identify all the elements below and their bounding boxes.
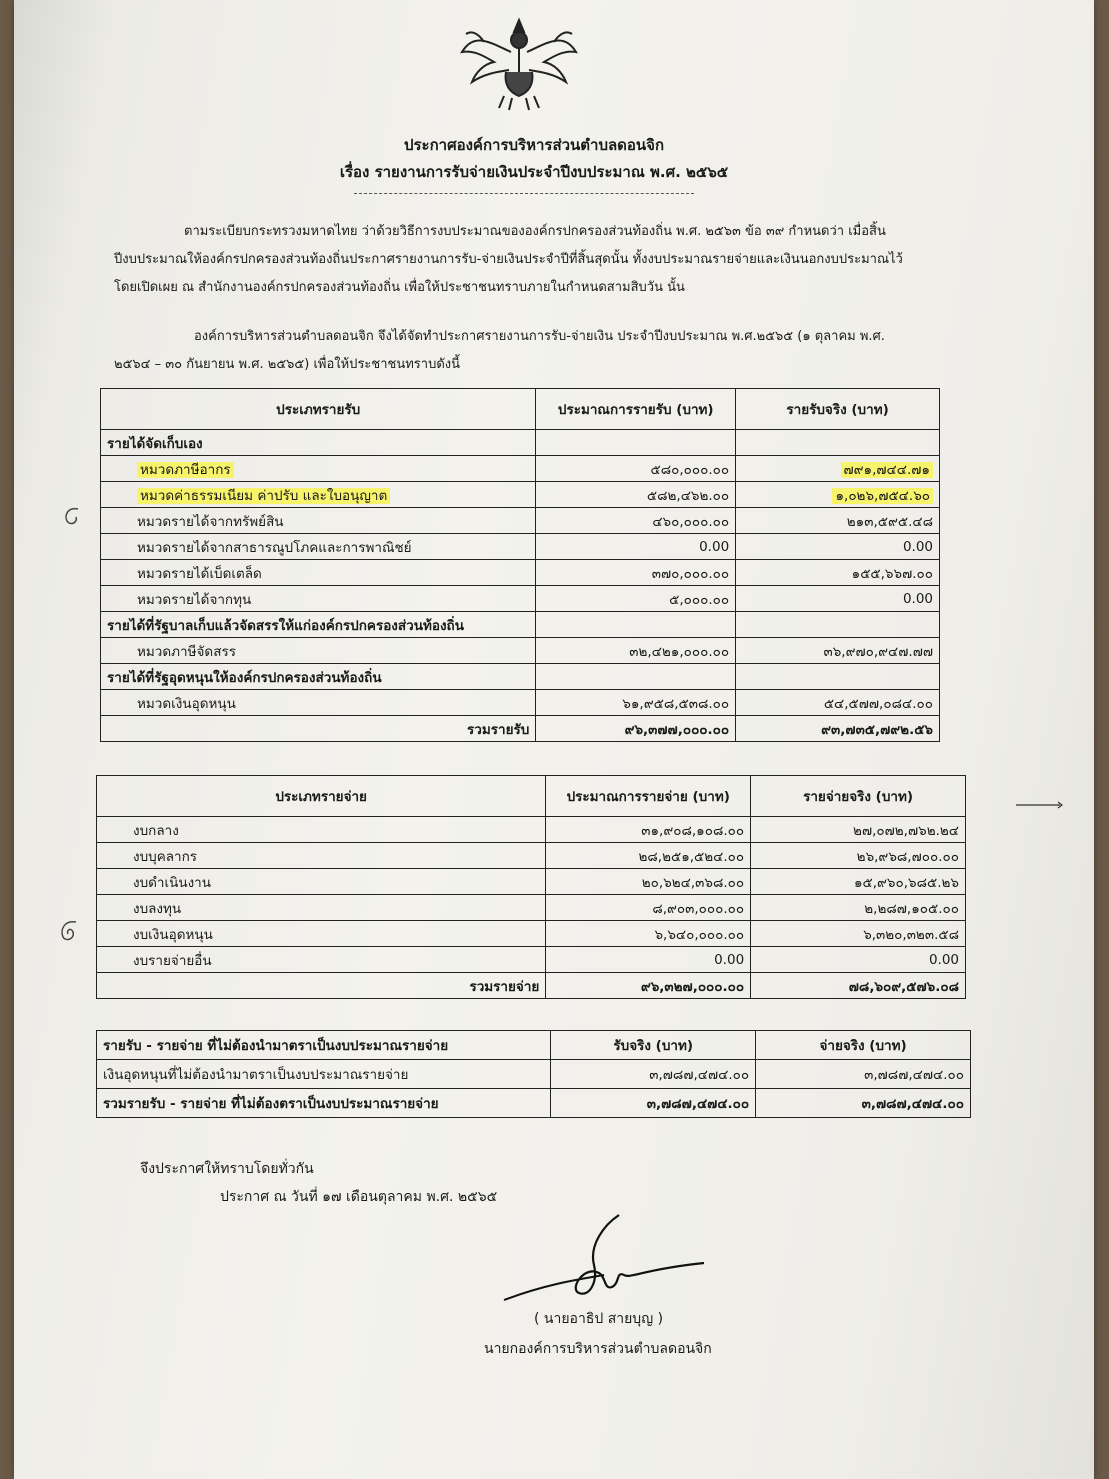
estimate-cell: ๓๗๐,๐๐๐.๐๐: [536, 560, 736, 586]
actual-cell: 0.00: [736, 534, 940, 560]
handwritten-mark-icon: [62, 505, 84, 527]
table-row: [97, 895, 966, 921]
intro-paragraph: ตามระเบียบกระทรวงมหาดไทย ว่าด้วยวิธีการงบประมาณขององค์กรปกครองส่วนท้องถิ่น พ.ศ. ๒๕๖๓ ข้อ ๓๙ กำหนดว่า เมื่อสิ้นปีงบประมาณให้องค์กรปกครองส่วนท้องถิ่นประกาศรายงานการรับ-จ่ายเงินประจำปีที่สิ้นสุดนั้น ทั้งงบประมาณรายจ่ายและเงินนอกงบประมาณไว้โดยเปิดเผย ณ สำนักงานองค์กรปกครองส่วนท้องถิ่น เพื่อให้ประชาชนทราบภายในกำหนดสามสิบวัน นั้น: [114, 224, 903, 295]
row-label: หมวดค่าธรรมเนียม ค่าปรับ และใบอนุญาต: [137, 488, 390, 504]
table-row: [97, 843, 966, 869]
total-estimate: ๙๖,๓๗๗,๐๐๐.๐๐: [536, 716, 736, 742]
table-row: [101, 482, 940, 508]
garuda-emblem-icon: [454, 12, 584, 112]
row-label: งบกลาง: [97, 817, 546, 843]
row-label: งบรายจ่ายอื่น: [97, 947, 546, 973]
signer-name: ( นายอาธิป สายบุญ ): [534, 1311, 664, 1327]
table-row: [101, 560, 940, 586]
estimate-cell: ๕๘๐,๐๐๐.๐๐: [536, 456, 736, 482]
actual-cell: ๗๙๑,๗๔๔.๗๑: [841, 462, 934, 478]
total-row: [97, 973, 966, 999]
estimate-cell: ๒๘,๒๕๑,๕๒๔.๐๐: [546, 843, 751, 869]
actual-cell: ๑๕๕,๖๖๗.๐๐: [736, 560, 940, 586]
title-divider: [354, 193, 694, 194]
table-row: [101, 586, 940, 612]
column-header: รายรับจริง (บาท): [736, 389, 940, 430]
actual-cell: ๒๗,๐๗๒,๗๖๒.๒๔: [751, 817, 966, 843]
column-header: รายรับ - รายจ่าย ที่ไม่ต้องนำมาตราเป็นงบประมาณรายจ่าย: [97, 1031, 551, 1060]
handwritten-mark-icon: [58, 918, 82, 944]
estimate-cell: 0.00: [536, 534, 736, 560]
estimate-cell: ๘,๙๐๓,๐๐๐.๐๐: [546, 895, 751, 921]
table-row: [101, 638, 940, 664]
row-label: หมวดรายได้จากทรัพย์สิน: [101, 508, 536, 534]
table-header-row: [101, 389, 940, 430]
row-label: หมวดภาษีจัดสรร: [101, 638, 536, 664]
actual-cell: ๒๑๓,๕๙๕.๔๘: [736, 508, 940, 534]
column-header: รับจริง (บาท): [551, 1031, 756, 1060]
estimate-cell: ๖,๖๔๐,๐๐๐.๐๐: [546, 921, 751, 947]
group-row: [101, 664, 940, 690]
total-paid: ๓,๗๘๗,๔๗๔.๐๐: [756, 1089, 971, 1118]
total-estimate: ๙๖,๓๒๗,๐๐๐.๐๐: [546, 973, 751, 999]
table-row: [101, 690, 940, 716]
actual-cell: ๑๕,๙๖๐,๖๘๕.๒๖: [751, 869, 966, 895]
group-row: [101, 430, 940, 456]
estimate-cell: ๕,๐๐๐.๐๐: [536, 586, 736, 612]
expense-table: [96, 775, 966, 999]
row-label: งบเงินอุดหนุน: [97, 921, 546, 947]
table-row: [97, 869, 966, 895]
table-row: [101, 508, 940, 534]
column-header: ประมาณการรายจ่าย (บาท): [546, 776, 751, 817]
row-label: งบลงทุน: [97, 895, 546, 921]
total-actual: ๗๘,๖๐๙,๕๗๖.๐๘: [751, 973, 966, 999]
column-header: จ่ายจริง (บาท): [756, 1031, 971, 1060]
estimate-cell: ๓๒,๔๒๑,๐๐๐.๐๐: [536, 638, 736, 664]
signature-icon: [494, 1205, 714, 1315]
closing-line: จึงประกาศให้ทราบโดยทั่วกัน: [140, 1161, 314, 1177]
table-row: [97, 947, 966, 973]
total-received: ๓,๗๘๗,๔๗๔.๐๐: [551, 1089, 756, 1118]
announcement-title: ประกาศองค์การบริหารส่วนตำบลดอนจิก: [403, 136, 665, 154]
total-row: [101, 716, 940, 742]
row-label: หมวดภาษีอากร: [137, 462, 234, 478]
table-row: [97, 921, 966, 947]
announcement-subject: เรื่อง รายงานการรับจ่ายเงินประจำปีงบประมาณ พ.ศ. ๒๕๖๕: [339, 163, 729, 181]
column-header: ประมาณการรายรับ (บาท): [536, 389, 736, 430]
table-header-row: [97, 1031, 971, 1060]
actual-cell: ๒,๒๘๗,๑๐๕.๐๐: [751, 895, 966, 921]
total-row: [97, 1089, 971, 1118]
column-header: รายจ่ายจริง (บาท): [751, 776, 966, 817]
estimate-cell: ๒๐,๖๒๔,๓๖๘.๐๐: [546, 869, 751, 895]
group-label: รายได้ที่รัฐอุดหนุนให้องค์กรปกครองส่วนท้องถิ่น: [101, 664, 536, 690]
table-row: [97, 1060, 971, 1089]
actual-cell: ๖,๓๒๐,๓๒๓.๕๘: [751, 921, 966, 947]
total-label: รวมรายรับ: [101, 716, 536, 742]
announcement-paragraph: องค์การบริหารส่วนตำบลดอนจิก จึงได้จัดทำประกาศรายงานการรับ-จ่ายเงิน ประจำปีงบประมาณ พ.ศ.๒๕๖๕ (๑ ตุลาคม พ.ศ. ๒๕๖๔ – ๓๐ กันยายน พ.ศ. ๒๕๖๕) เพื่อให้ประชาชนทราบดังนี้: [114, 329, 885, 372]
actual-cell: 0.00: [751, 947, 966, 973]
estimate-cell: ๓๑,๙๐๘,๑๐๘.๐๐: [546, 817, 751, 843]
column-header: ประเภทรายจ่าย: [97, 776, 546, 817]
signer-position: นายกองค์การบริหารส่วนตำบลดอนจิก: [484, 1341, 712, 1357]
column-header: ประเภทรายรับ: [101, 389, 536, 430]
estimate-cell: ๕๘๒,๔๖๒.๐๐: [536, 482, 736, 508]
total-actual: ๙๓,๗๓๕,๗๙๒.๕๖: [736, 716, 940, 742]
received-cell: ๓,๗๘๗,๔๗๔.๐๐: [551, 1060, 756, 1089]
income-table: [100, 388, 940, 742]
announcement-date: ประกาศ ณ วันที่ ๑๗ เดือนตุลาคม พ.ศ. ๒๕๖๕: [220, 1189, 498, 1205]
row-label: งบดำเนินงาน: [97, 869, 546, 895]
total-label: รวมรายจ่าย: [97, 973, 546, 999]
table-row: [101, 456, 940, 482]
actual-cell: ๓๖,๙๗๐,๙๔๗.๗๗: [736, 638, 940, 664]
table-row: [97, 817, 966, 843]
table-header-row: [97, 776, 966, 817]
group-label: รายได้จัดเก็บเอง: [101, 430, 536, 456]
actual-cell: ๕๔,๕๗๗,๐๘๔.๐๐: [736, 690, 940, 716]
group-row: [101, 612, 940, 638]
pen-stroke-icon: [1014, 800, 1064, 810]
row-label: หมวดรายได้เบ็ดเตล็ด: [101, 560, 536, 586]
actual-cell: ๒๖,๙๖๘,๗๐๐.๐๐: [751, 843, 966, 869]
estimate-cell: ๖๑,๙๕๘,๕๓๘.๐๐: [536, 690, 736, 716]
table-row: [101, 534, 940, 560]
document-page: [14, 0, 1094, 1479]
estimate-cell: 0.00: [546, 947, 751, 973]
actual-cell: 0.00: [736, 586, 940, 612]
row-label: หมวดรายได้จากสาธารณูปโภคและการพาณิชย์: [101, 534, 536, 560]
row-label: หมวดรายได้จากทุน: [101, 586, 536, 612]
estimate-cell: ๔๖๐,๐๐๐.๐๐: [536, 508, 736, 534]
paid-cell: ๓,๗๘๗,๔๗๔.๐๐: [756, 1060, 971, 1089]
total-label: รวมรายรับ - รายจ่าย ที่ไม่ต้องตราเป็นงบประมาณรายจ่าย: [97, 1089, 551, 1118]
row-label: หมวดเงินอุดหนุน: [101, 690, 536, 716]
actual-cell: ๑,๐๒๖,๗๕๔.๖๐: [832, 488, 933, 504]
off-budget-table: [96, 1030, 971, 1118]
row-label: งบบุคลากร: [97, 843, 546, 869]
group-label: รายได้ที่รัฐบาลเก็บแล้วจัดสรรให้แก่องค์กรปกครองส่วนท้องถิ่น: [101, 612, 536, 638]
row-label: เงินอุดหนุนที่ไม่ต้องนำมาตราเป็นงบประมาณรายจ่าย: [97, 1060, 551, 1089]
